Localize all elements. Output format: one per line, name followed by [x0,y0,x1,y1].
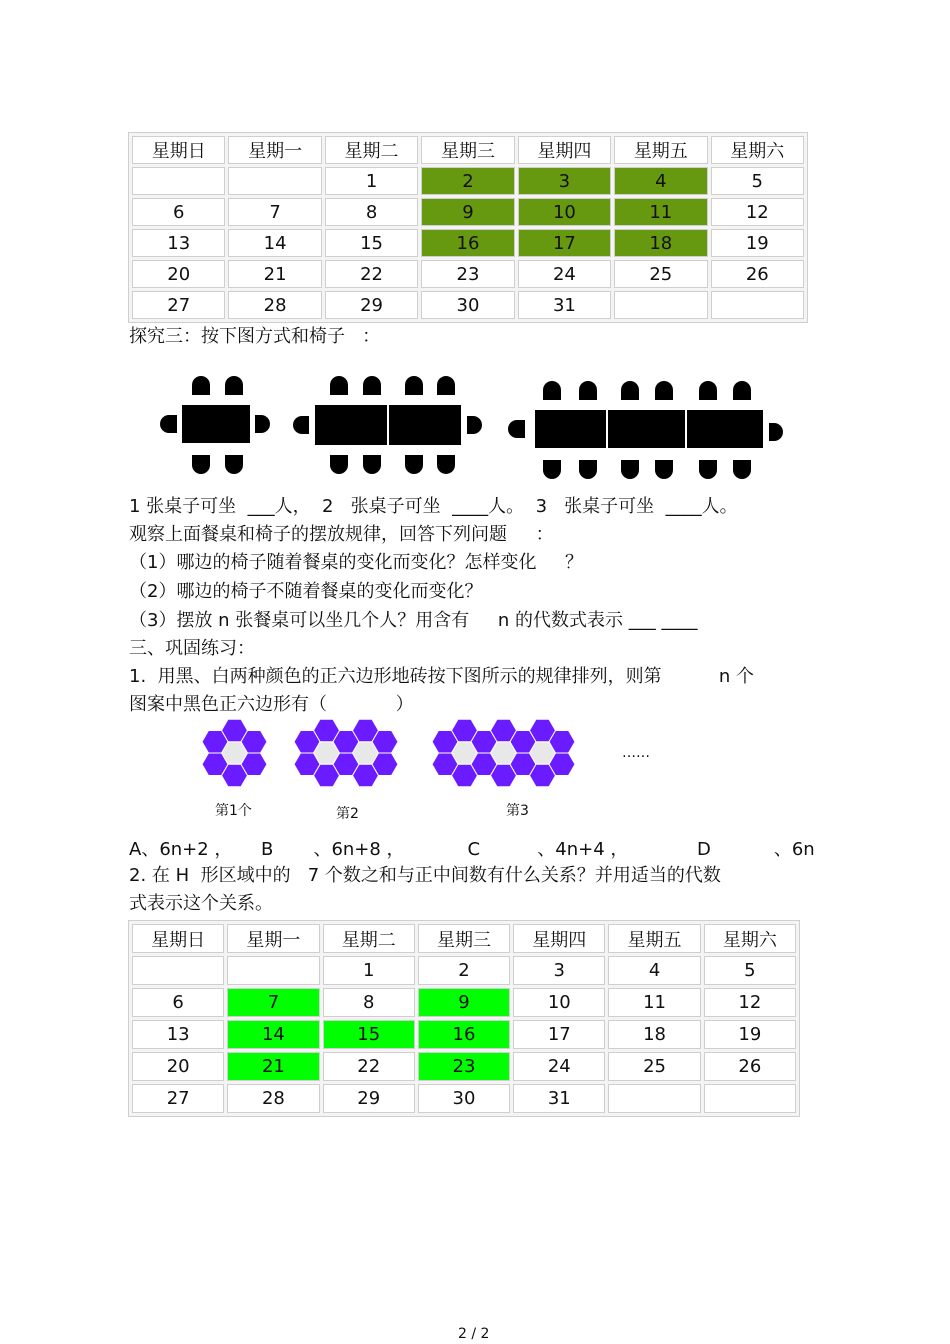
day-cell: 25 [614,260,707,288]
day-cell: 23 [418,1052,510,1081]
day-cell: 11 [608,988,700,1017]
question-1: （1）哪边的椅子随着餐桌的变化而变化？怎样变化 ？ [129,552,584,573]
section-3-title: 三、巩固练习： [129,638,255,659]
weekday-header: 星期四 [518,136,611,164]
pattern-ellipsis: …… [622,745,650,761]
day-cell: 17 [518,229,611,257]
seats-question: 1 张桌子可坐 ___人， 2 张桌子可坐 ____人。 3 张桌子可坐 ____人。 [129,496,738,517]
weekday-header: 星期三 [421,136,514,164]
weekday-header: 星期一 [227,924,319,953]
day-cell: 31 [518,291,611,319]
day-cell: 21 [227,1052,319,1081]
day-cell: 19 [704,1020,796,1049]
day-cell: 11 [614,198,707,226]
day-cell: 6 [132,198,225,226]
weekday-header: 星期日 [132,924,224,953]
pattern-caption-3: 第3 [506,803,529,819]
day-cell: 18 [608,1020,700,1049]
day-cell: 22 [325,260,418,288]
hexagon-tile-figure [195,715,615,790]
day-cell: 6 [132,988,224,1017]
day-cell: 29 [325,291,418,319]
weekday-header: 星期六 [704,924,796,953]
day-cell: 5 [711,167,804,195]
day-cell: 30 [418,1084,510,1113]
weekday-header: 星期一 [228,136,321,164]
day-cell: 26 [704,1052,796,1081]
day-cell: 15 [323,1020,415,1049]
day-cell: 16 [421,229,514,257]
table-arrangement-3 [508,381,783,479]
day-cell: 2 [418,956,510,985]
question-3: （3）摆放 n 张餐桌可以坐几个人？用含有 n 的代数式表示 ___ ____ [129,610,698,631]
day-cell: 1 [325,167,418,195]
day-cell: 28 [228,291,321,319]
observe-instruction: 观察上面餐桌和椅子的摆放规律，回答下列问题 ： [129,524,554,545]
day-cell: 20 [132,260,225,288]
day-cell: 27 [132,291,225,319]
day-cell: 16 [418,1020,510,1049]
weekday-header: 星期五 [608,924,700,953]
problem-2-line-2: 式表示这个关系。 [129,893,273,914]
calendar-table-1 [128,132,808,323]
day-cell: 9 [421,198,514,226]
problem-1-line-2: 图案中黑色正六边形有（ ） [129,694,414,715]
day-cell: 10 [513,988,605,1017]
day-cell: 18 [614,229,707,257]
day-cell: 28 [227,1084,319,1113]
day-cell: 17 [513,1020,605,1049]
day-cell: 26 [711,260,804,288]
day-cell: 13 [132,1020,224,1049]
weekday-header: 星期五 [614,136,707,164]
weekday-header: 星期三 [418,924,510,953]
day-cell: 4 [614,167,707,195]
table-arrangement-2 [293,376,482,474]
weekday-header: 星期二 [323,924,415,953]
day-cell: 5 [704,956,796,985]
day-cell [704,1084,796,1113]
day-cell: 24 [518,260,611,288]
day-cell [608,1084,700,1113]
day-cell [711,291,804,319]
day-cell: 24 [513,1052,605,1081]
day-cell: 15 [325,229,418,257]
day-cell [614,291,707,319]
pattern-caption-1: 第1个 [215,803,252,819]
day-cell [132,167,225,195]
day-cell [228,167,321,195]
weekday-header: 星期二 [325,136,418,164]
day-cell: 2 [421,167,514,195]
day-cell: 25 [608,1052,700,1081]
day-cell: 30 [421,291,514,319]
question-2: （2）哪边的椅子不随着餐桌的变化而变化？ [129,581,483,602]
day-cell: 1 [323,956,415,985]
problem-1-line-1: 1. 用黑、白两种颜色的正六边形地砖按下图所示的规律排列，则第 n 个 [129,666,754,687]
table-arrangement-1 [160,376,270,474]
weekday-header: 星期日 [132,136,225,164]
page-number: 2 / 2 [458,1326,490,1342]
day-cell: 12 [711,198,804,226]
explore3-title: 探究三：按下图方式和椅子 ： [129,326,381,347]
day-cell: 8 [323,988,415,1017]
day-cell [227,956,319,985]
weekday-header: 星期六 [711,136,804,164]
day-cell: 3 [513,956,605,985]
day-cell: 19 [711,229,804,257]
day-cell: 9 [418,988,510,1017]
day-cell: 29 [323,1084,415,1113]
day-cell: 12 [704,988,796,1017]
day-cell: 7 [228,198,321,226]
day-cell: 13 [132,229,225,257]
weekday-header: 星期四 [513,924,605,953]
problem-2-line-1: 2. 在 H 形区域中的 7 个数之和与正中间数有什么关系？并用适当的代数 [129,865,721,886]
pattern-caption-2: 第2 [336,806,359,822]
calendar-table-2 [128,920,800,1117]
tables-chairs-figure [155,375,795,480]
day-cell: 22 [323,1052,415,1081]
day-cell: 14 [228,229,321,257]
day-cell: 4 [608,956,700,985]
day-cell: 7 [227,988,319,1017]
day-cell [132,956,224,985]
day-cell: 20 [132,1052,224,1081]
day-cell: 21 [228,260,321,288]
day-cell: 3 [518,167,611,195]
answer-options: A、6n+2 ， B 、6n+8 ， C 、4n+4 ， D 、6n [129,839,815,860]
day-cell: 8 [325,198,418,226]
day-cell: 23 [421,260,514,288]
day-cell: 27 [132,1084,224,1113]
day-cell: 10 [518,198,611,226]
day-cell: 31 [513,1084,605,1113]
day-cell: 14 [227,1020,319,1049]
